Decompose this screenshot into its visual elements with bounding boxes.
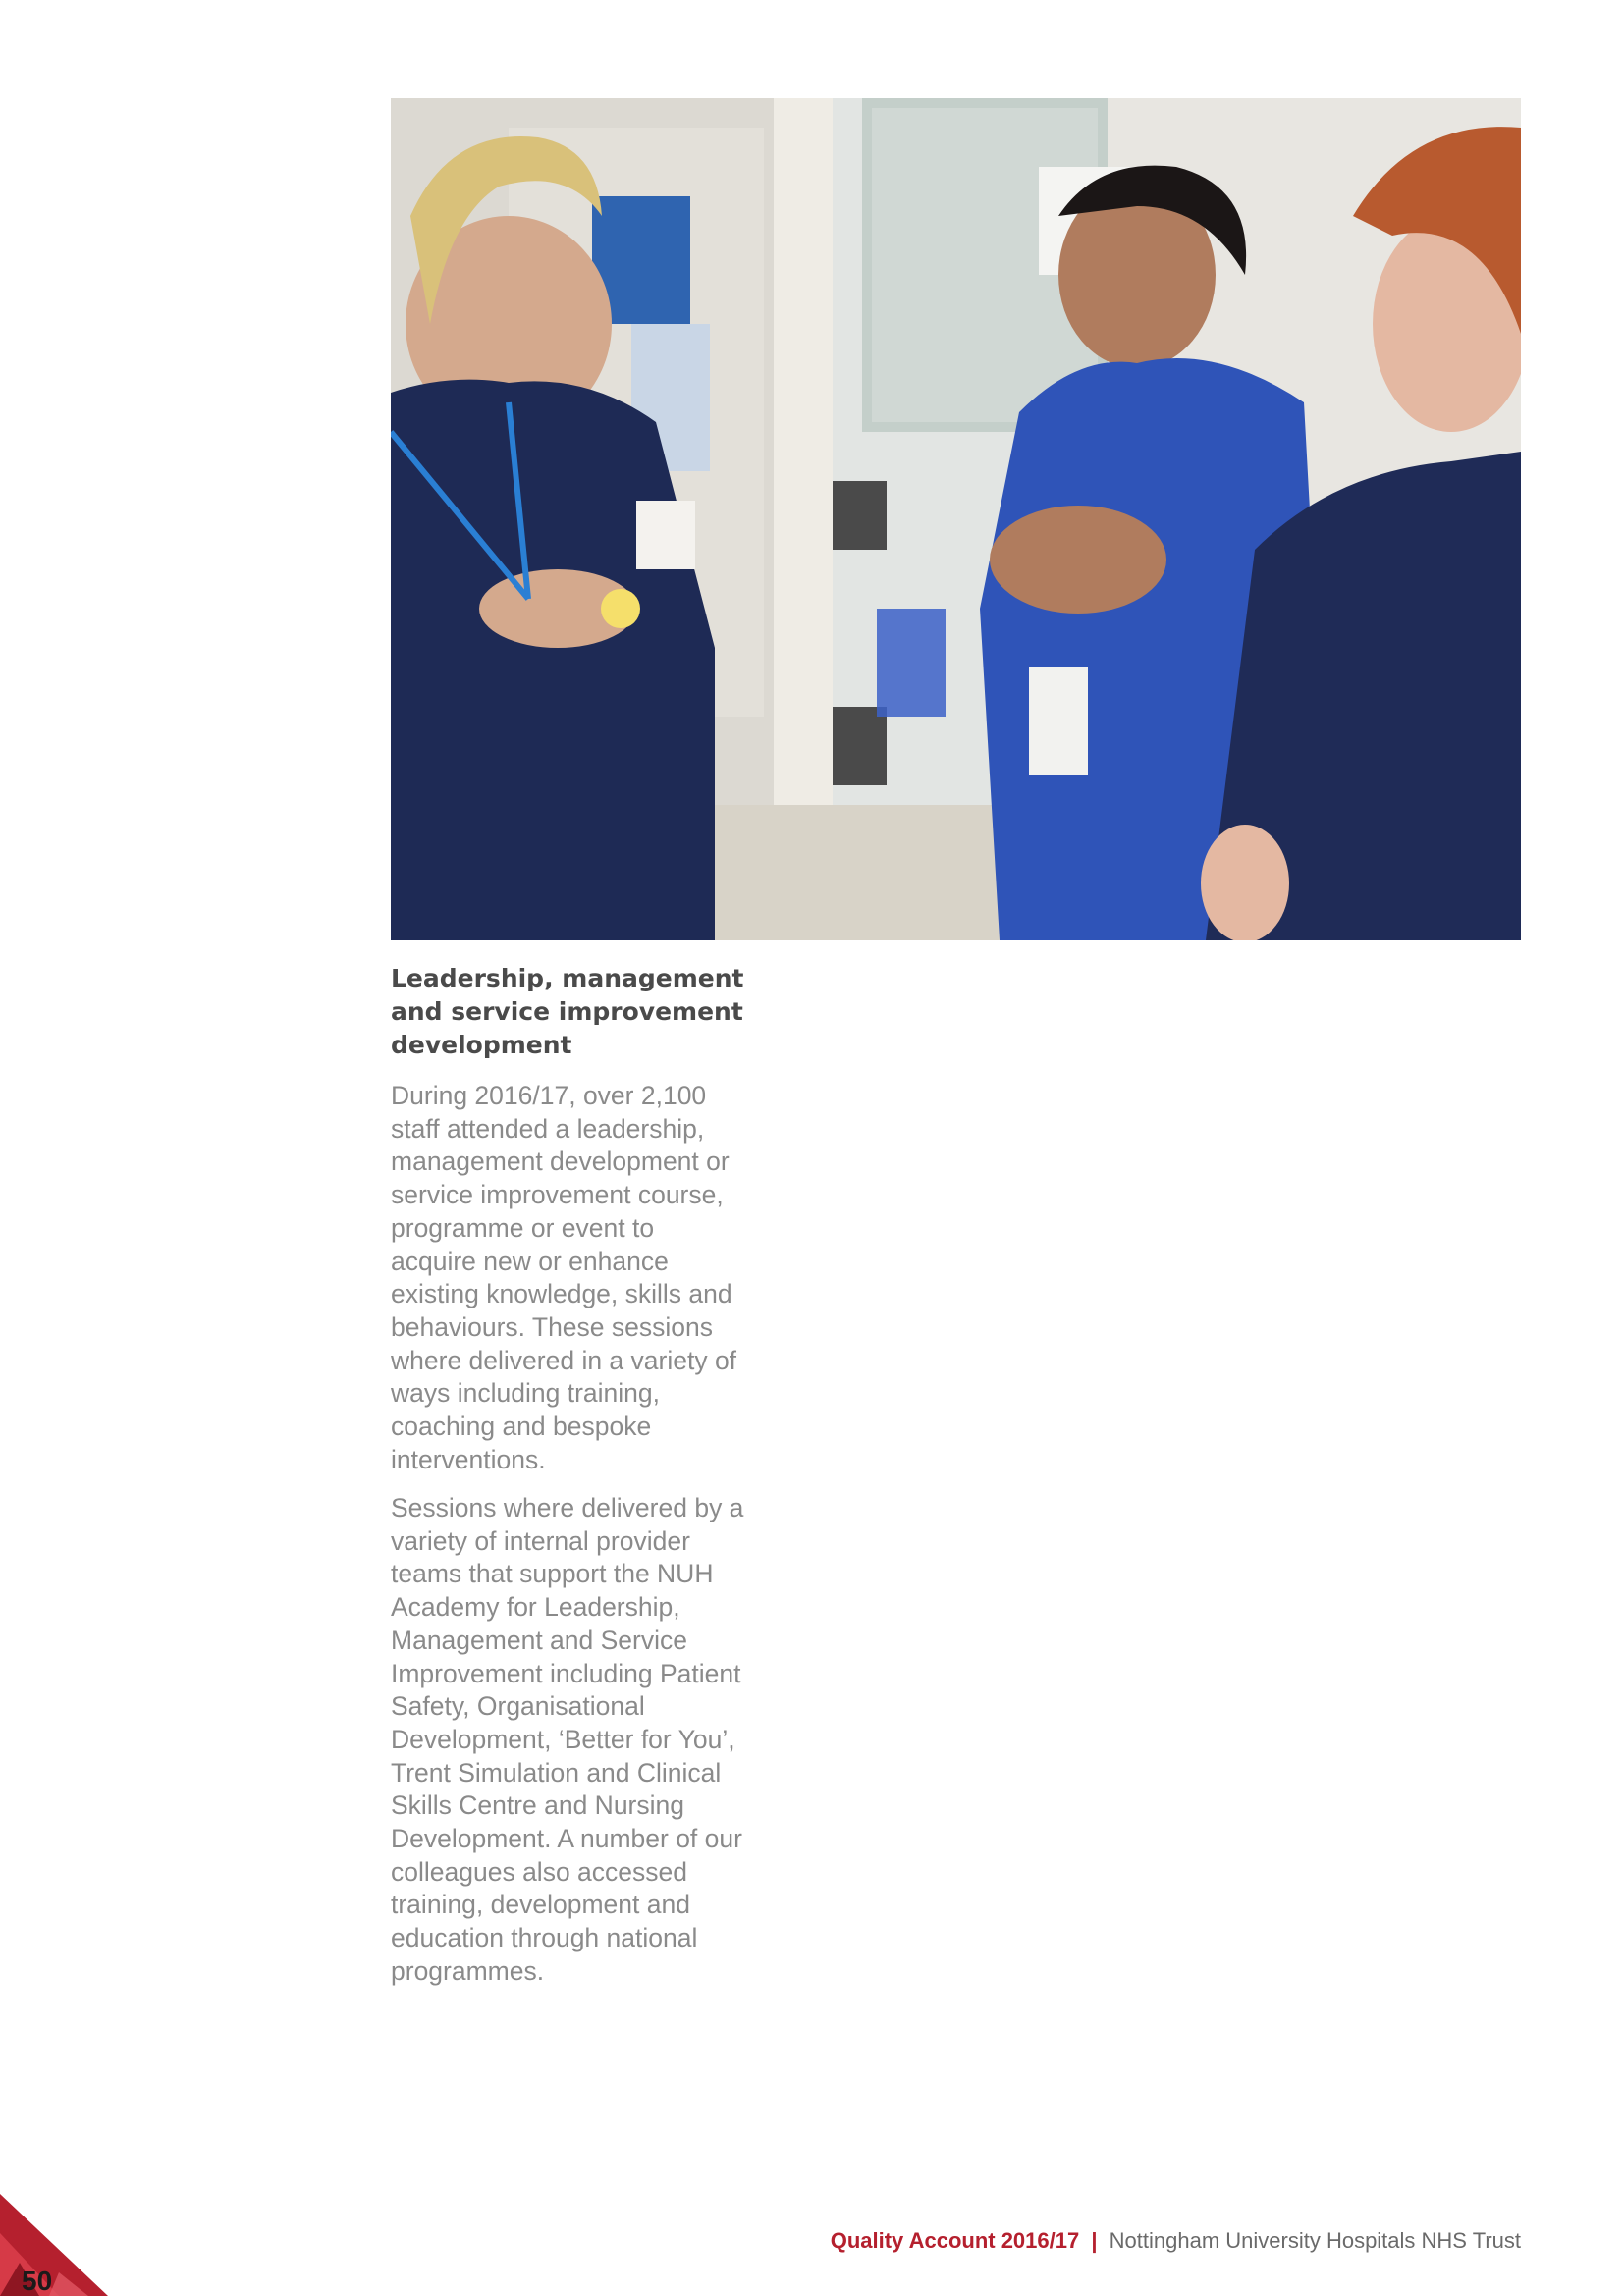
corner-triangle-decoration bbox=[0, 2194, 108, 2296]
heading-line-1: Leadership, management bbox=[391, 964, 744, 992]
body-paragraph-1: During 2016/17, over 2,100 staff attended a leadership, management development or service improvement course, programme or event to acquire new or enhance existing knowledge, skills and behaviours. These sessions where delivered in a variety of ways including training, coaching and bespoke interventions. bbox=[391, 1081, 737, 1474]
footer-separator: | bbox=[1091, 2228, 1098, 2253]
section-heading bbox=[391, 962, 744, 1062]
footer-report-title: Quality Account 2016/17 bbox=[830, 2228, 1080, 2253]
heading-line-2: and service improvement bbox=[391, 997, 743, 1026]
page-number: 50 bbox=[22, 2266, 53, 2296]
photo-illustration bbox=[391, 98, 1521, 940]
heading-line-3: development bbox=[391, 1031, 572, 1059]
body-paragraph-2: Sessions where delivered by a variety of internal provider teams that support the NUH Academy for Leadership, Management and Service Improvement including Patient Safety, Organisational Development, ‘Better for You’, Trent Simulation and Clinical Skills Centre and Nursing Development. A number of our colleagues also accessed training, development and education through national programmes. bbox=[391, 1493, 744, 1986]
footer-organisation: Nottingham University Hospitals NHS Trust bbox=[1109, 2228, 1521, 2253]
footer bbox=[831, 2226, 1521, 2256]
photo-nurses-talking bbox=[391, 98, 1521, 940]
